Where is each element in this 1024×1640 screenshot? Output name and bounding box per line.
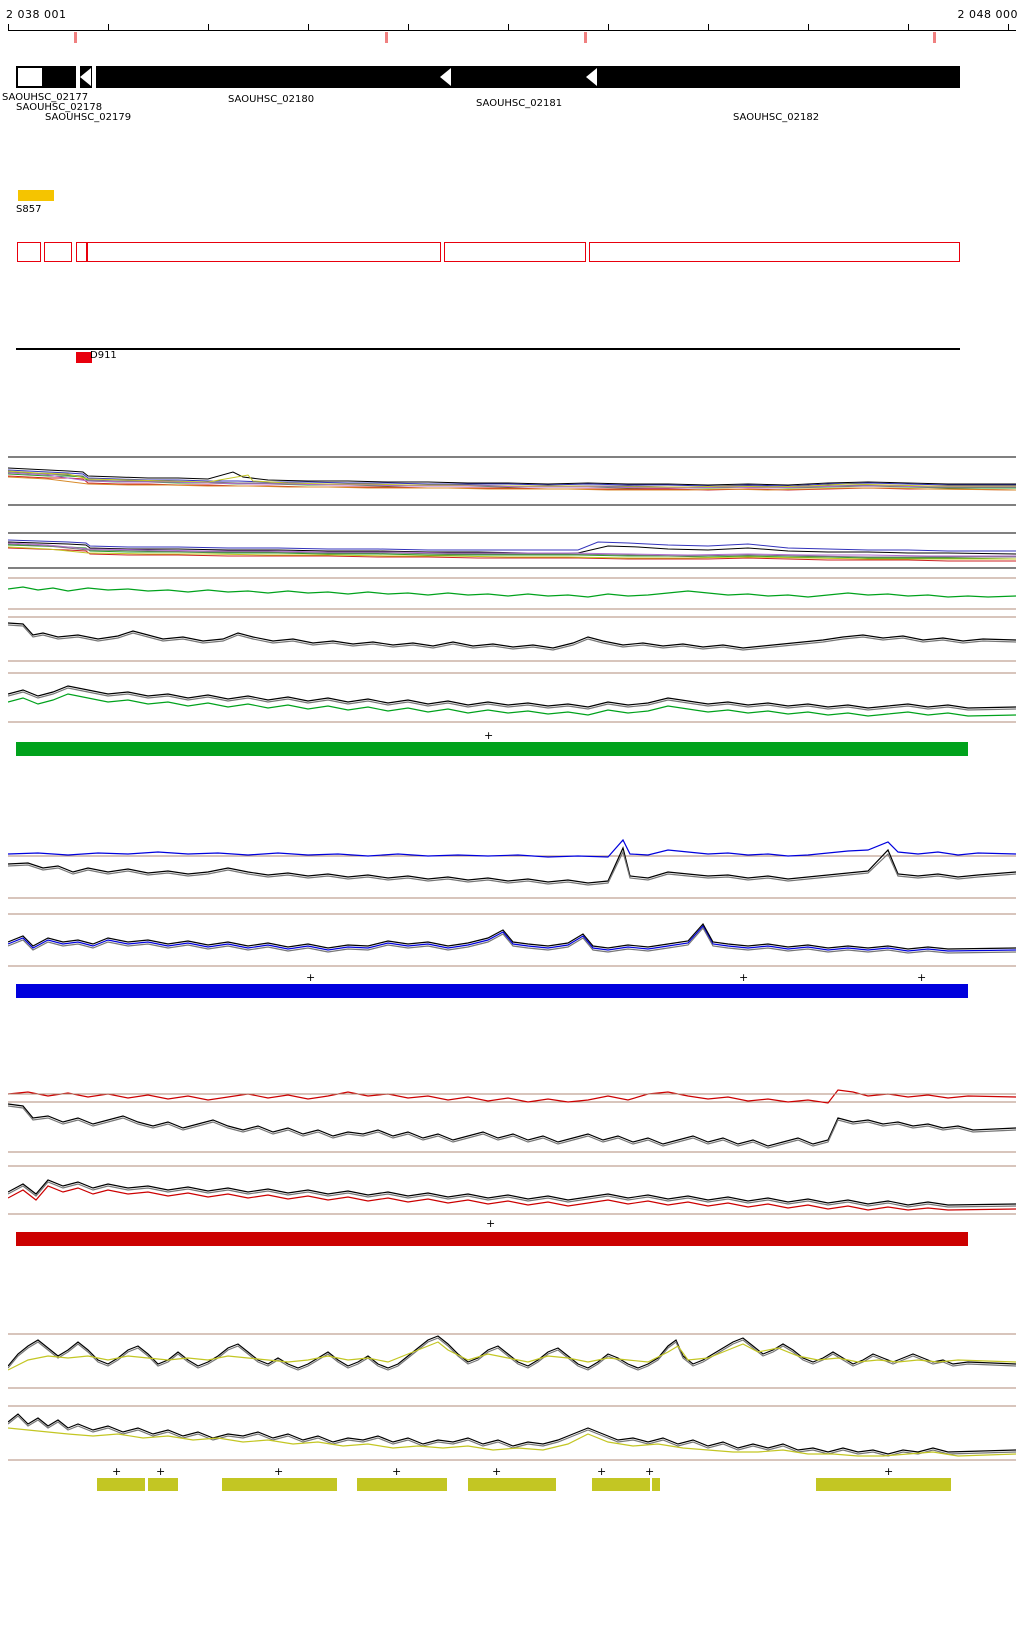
blue-significance-mark: + xyxy=(306,971,316,984)
gene-label-02177: SAOUHSC_02177 xyxy=(2,92,89,103)
olive-region-block[interactable] xyxy=(97,1478,145,1491)
gene-annotation-track[interactable] xyxy=(0,62,1024,124)
plot-green-coverage-mid[interactable] xyxy=(8,613,1016,665)
blue-significance-mark: + xyxy=(917,971,927,984)
gene-box-02177[interactable] xyxy=(16,66,44,88)
olive-significance-mark: + xyxy=(597,1465,607,1478)
gene-strand-arrow-icon xyxy=(586,68,597,86)
olive-region-block[interactable] xyxy=(592,1478,650,1491)
feature-outline-2[interactable] xyxy=(44,242,72,262)
feature-label-s857: S857 xyxy=(16,204,42,215)
feature-outline-1[interactable] xyxy=(17,242,41,262)
plot-red-coverage-lower[interactable] xyxy=(8,1162,1016,1220)
gene-label-02180: SAOUHSC_02180 xyxy=(228,94,315,105)
feature-outline-3[interactable] xyxy=(76,242,441,262)
blue-group-bar[interactable] xyxy=(16,984,968,998)
ruler-marker xyxy=(74,32,77,43)
gene-strand-arrow-icon xyxy=(80,68,91,86)
feature-block-s857[interactable] xyxy=(18,190,54,201)
gene-strand-arrow-icon xyxy=(44,66,57,88)
olive-significance-mark: + xyxy=(112,1465,122,1478)
gene-label-02178: SAOUHSC_02178 xyxy=(16,102,103,113)
olive-region-block[interactable] xyxy=(148,1478,178,1491)
plot-blue-coverage-upper[interactable] xyxy=(8,838,1016,904)
baseline-rule xyxy=(16,348,960,350)
ruler-start-label: 2 038 001 xyxy=(6,8,67,21)
olive-region-block[interactable] xyxy=(222,1478,337,1491)
plot-olive-coverage-lower[interactable] xyxy=(8,1400,1016,1466)
red-significance-mark: + xyxy=(486,1217,496,1230)
plot-multi-sample-overlay-upper[interactable] xyxy=(8,450,1016,516)
olive-significance-mark: + xyxy=(392,1465,402,1478)
ruler-marker xyxy=(385,32,388,43)
plot-blue-coverage-lower[interactable] xyxy=(8,910,1016,972)
olive-region-block[interactable] xyxy=(357,1478,447,1491)
plot-green-coverage-upper[interactable] xyxy=(8,575,1016,613)
ruler-marker xyxy=(933,32,936,43)
olive-significance-mark: + xyxy=(274,1465,284,1478)
olive-region-block[interactable] xyxy=(468,1478,556,1491)
feature-label-d911: D911 xyxy=(90,350,117,361)
gene-strand-arrow-icon xyxy=(440,68,451,86)
olive-significance-mark: + xyxy=(884,1465,894,1478)
gene-label-02182: SAOUHSC_02182 xyxy=(733,112,820,123)
gene-label-02181: SAOUHSC_02181 xyxy=(476,98,563,109)
green-group-bar[interactable] xyxy=(16,742,968,756)
gene-label-02179: SAOUHSC_02179 xyxy=(45,112,132,123)
plot-green-coverage-lower[interactable] xyxy=(8,668,1016,728)
olive-significance-mark: + xyxy=(492,1465,502,1478)
olive-significance-mark: + xyxy=(156,1465,166,1478)
blue-significance-mark: + xyxy=(739,971,749,984)
plot-red-coverage-mid[interactable] xyxy=(8,1090,1016,1158)
olive-significance-mark: + xyxy=(645,1465,655,1478)
feature-divider xyxy=(86,242,88,262)
gene-strand-arrow-icon xyxy=(96,66,109,88)
green-significance-mark: + xyxy=(484,729,494,742)
ruler-end-label: 2 048 000 xyxy=(957,8,1018,21)
gene-bar-02180[interactable] xyxy=(96,66,960,88)
plot-olive-coverage-upper[interactable] xyxy=(8,1320,1016,1394)
ruler-axis-line xyxy=(8,30,1016,31)
feature-outline-5[interactable] xyxy=(589,242,960,262)
olive-region-block[interactable] xyxy=(816,1478,951,1491)
feature-outline-4[interactable] xyxy=(444,242,586,262)
ruler-marker xyxy=(584,32,587,43)
red-group-bar[interactable] xyxy=(16,1232,968,1246)
coordinate-ruler[interactable] xyxy=(0,0,1024,56)
plot-multi-sample-overlay-lower[interactable] xyxy=(8,528,1016,574)
olive-region-block[interactable] xyxy=(652,1478,660,1491)
